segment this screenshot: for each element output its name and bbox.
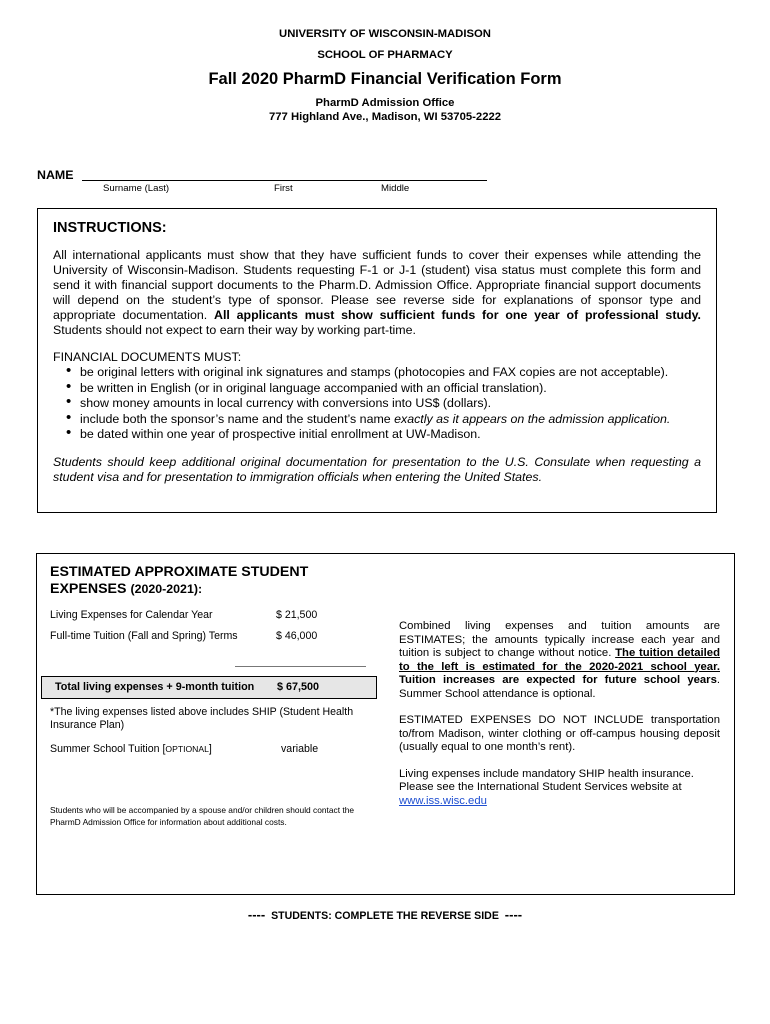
bullet-icon: •	[66, 377, 72, 395]
instructions-para-bold: All applicants must show sufficient funds for one year of professional study.	[214, 308, 701, 322]
closing-note: Students should keep additional original documentation for presentation to the U.S. Consulate when requesting a student visa and for presentation to immigration officials when entering the United States.	[53, 454, 701, 484]
list-item: • be original letters with original ink signatures and stamps (photocopies and FAX copies are not acceptable).	[66, 362, 669, 379]
list-item: • include both the sponsor’s name and the student’s name exactly as it appears on the admission application.	[66, 408, 671, 426]
family-note: Students who will be accompanied by a spouse and/or children should contact the PharmD Admission Office for information about additional costs.	[50, 805, 355, 827]
expenses-box	[36, 553, 735, 895]
tuition-label: Full-time Tuition (Fall and Spring) Terms	[50, 630, 238, 642]
living-value: $ 21,500	[276, 609, 318, 621]
instructions-para-start: All international applicants must show that they have sufficient funds to cover their expenses while attending the University of Wisconsin-Madison. Students requesting F-1 or J-1 (student) visa status must complete this form and send it with financial support documents to the Pharm.D. Admission Office. Appropriate financial support documents will depend on the student’s type of sponsor. Please see reverse side for explanations of sponsor type and appropriate documentation.	[53, 248, 701, 322]
tuition-value: $ 46,000	[276, 630, 318, 642]
summer-value: variable	[281, 743, 319, 755]
iss-website-link[interactable]: www.iss.wisc.edu	[399, 794, 487, 807]
name-label: NAME	[37, 168, 74, 182]
exclusions-note: ESTIMATED EXPENSES DO NOT INCLUDE transportation to/from Madison, winter clothing or off-campus housing deposit (usually equal to one month’s rent).	[399, 714, 720, 753]
ship-note: *The living expenses listed above includes SHIP (Student Health Insurance Plan)	[50, 706, 354, 731]
list-item: • be dated within one year of prospective initial enrollment at UW-Madison.	[66, 424, 481, 441]
bullet-icon: •	[66, 362, 72, 379]
docs-heading: FINANCIAL DOCUMENTS MUST:	[53, 350, 242, 364]
first-caption: First	[274, 183, 293, 194]
expenses-notes	[399, 620, 720, 808]
instructions-para-end: Students should not expect to earn their way by working part-time.	[53, 323, 416, 337]
living-label: Living Expenses for Calendar Year	[50, 609, 213, 621]
insurance-note: Living expenses include mandatory SHIP health insurance. Please see the International Student Services website at	[399, 767, 694, 793]
reverse-side-notice: ---- STUDENTS: COMPLETE THE REVERSE SIDE ----	[247, 907, 523, 922]
docs-list	[53, 362, 701, 443]
form-title: Fall 2020 PharmD Financial Verification Form	[208, 70, 562, 88]
office-name: PharmD Admission Office	[315, 97, 455, 109]
total-row	[41, 676, 377, 699]
estimate-note: Combined living expenses and tuition amounts are ESTIMATES; the amounts typically increase each year and tuition is subject to change without notice. The tuition detailed to the left is estimated for the 2020-2021 school year. Tuition increases are expected for future school years. Summer School attendance is optional.	[399, 620, 720, 700]
surname-caption: Surname (Last)	[103, 183, 170, 194]
school-name: SCHOOL OF PHARMACY	[317, 49, 453, 61]
office-address: 777 Highland Ave., Madison, WI 53705-2222	[268, 111, 502, 123]
bullet-icon: •	[66, 408, 72, 426]
instructions-heading: INSTRUCTIONS:	[53, 220, 167, 236]
list-item: • be written in English (or in original language accompanied with an official translation).	[66, 377, 547, 395]
total-value: $ 67,500	[277, 681, 320, 693]
university-name: UNIVERSITY OF WISCONSIN-MADISON	[279, 28, 491, 40]
middle-caption: Middle	[381, 183, 410, 194]
summer-label: Summer School Tuition [OPTIONAL]	[50, 743, 212, 755]
instructions-box	[37, 208, 717, 513]
instructions-text	[53, 248, 701, 485]
list-item: • show money amounts in local currency with conversions into US$ (dollars).	[66, 393, 492, 410]
sum-divider	[235, 666, 366, 667]
name-input-line[interactable]	[82, 180, 487, 181]
bullet-icon: •	[66, 424, 72, 441]
expenses-heading: ESTIMATED APPROXIMATE STUDENT EXPENSES (2020-2021):	[50, 564, 309, 597]
bullet-icon: •	[66, 393, 72, 410]
total-label: Total living expenses + 9-month tuition	[55, 681, 255, 693]
